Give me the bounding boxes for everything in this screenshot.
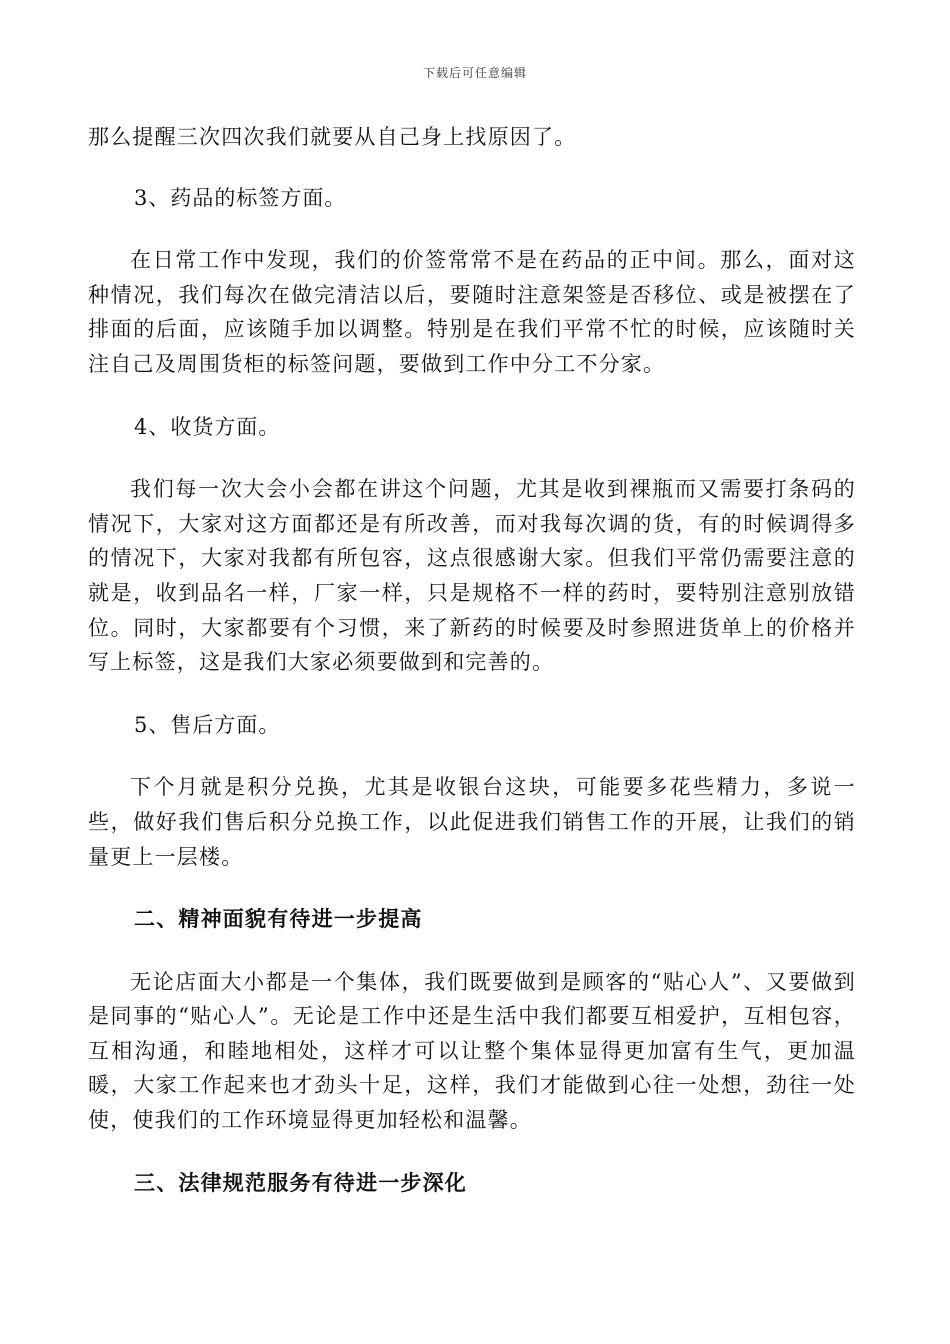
paragraph-spirit: 无论店面大小都是一个集体，我们既要做到是顾客的“贴心人”、又要做到是同事的“贴心人”。无论是工作中还是生活中我们都要互相爱护，互相包容，互相沟通，和睦地相处，这样才可以让整个集体显得更加富有生气，更加温暖，大家工作起来也才劲头十足，这样，我们才能做到心往一处想，劲往一处使，使我们的工作环境显得更加轻松和温馨。 <box>88 969 856 1133</box>
subheading-labels: 3、药品的标签方面。 <box>134 185 347 210</box>
subheading-after-sales: 5、售后方面。 <box>134 712 281 737</box>
paragraph-receiving: 我们每一次大会小会都在讲这个问题，尤其是收到裸瓶而又需要打条码的情况下，大家对这方面都还是有所改善，而对我每次调的货，有的时候调得多的情况下，大家对我都有所包容，这点很感谢大家。但我们平常仍需要注意的就是，收到品名一样，厂家一样，只是规格不一样的药时，要特别注意别放错位。同时，大家都要有个习惯，来了新药的时候要及时参照进货单上的价格并写上标签，这是我们大家必须要做到和完善的。 <box>88 477 856 675</box>
section-heading-law: 三、法律规范服务有待进一步深化 <box>134 1169 467 1195</box>
paragraph-labels: 在日常工作中发现，我们的价签常常不是在药品的正中间。那么，面对这种情况，我们每次在做完清洁以后，要随时注意架签是否移位、或是被摆在了排面的后面，应该随手加以调整。特别是在我们平常不忙的时候，应该随时关注自己及周围货柜的标签问题，要做到工作中分工不分家。 <box>88 248 856 376</box>
document-body <box>88 120 856 1200</box>
page-header: 下载后可任意编辑 <box>422 66 527 80</box>
paragraph-continuation: 那么提醒三次四次我们就要从自己身上找原因了。 <box>88 125 577 149</box>
paragraph-after-sales: 下个月就是积分兑换，尤其是收银台这块，可能要多花些精力，多说一些，做好我们售后积分兑换工作，以此促进我们销售工作的开展，让我们的销量更上一层楼。 <box>88 775 856 869</box>
section-heading-spirit: 二、精神面貌有待进一步提高 <box>134 906 423 932</box>
subheading-receiving: 4、收货方面。 <box>134 414 281 439</box>
